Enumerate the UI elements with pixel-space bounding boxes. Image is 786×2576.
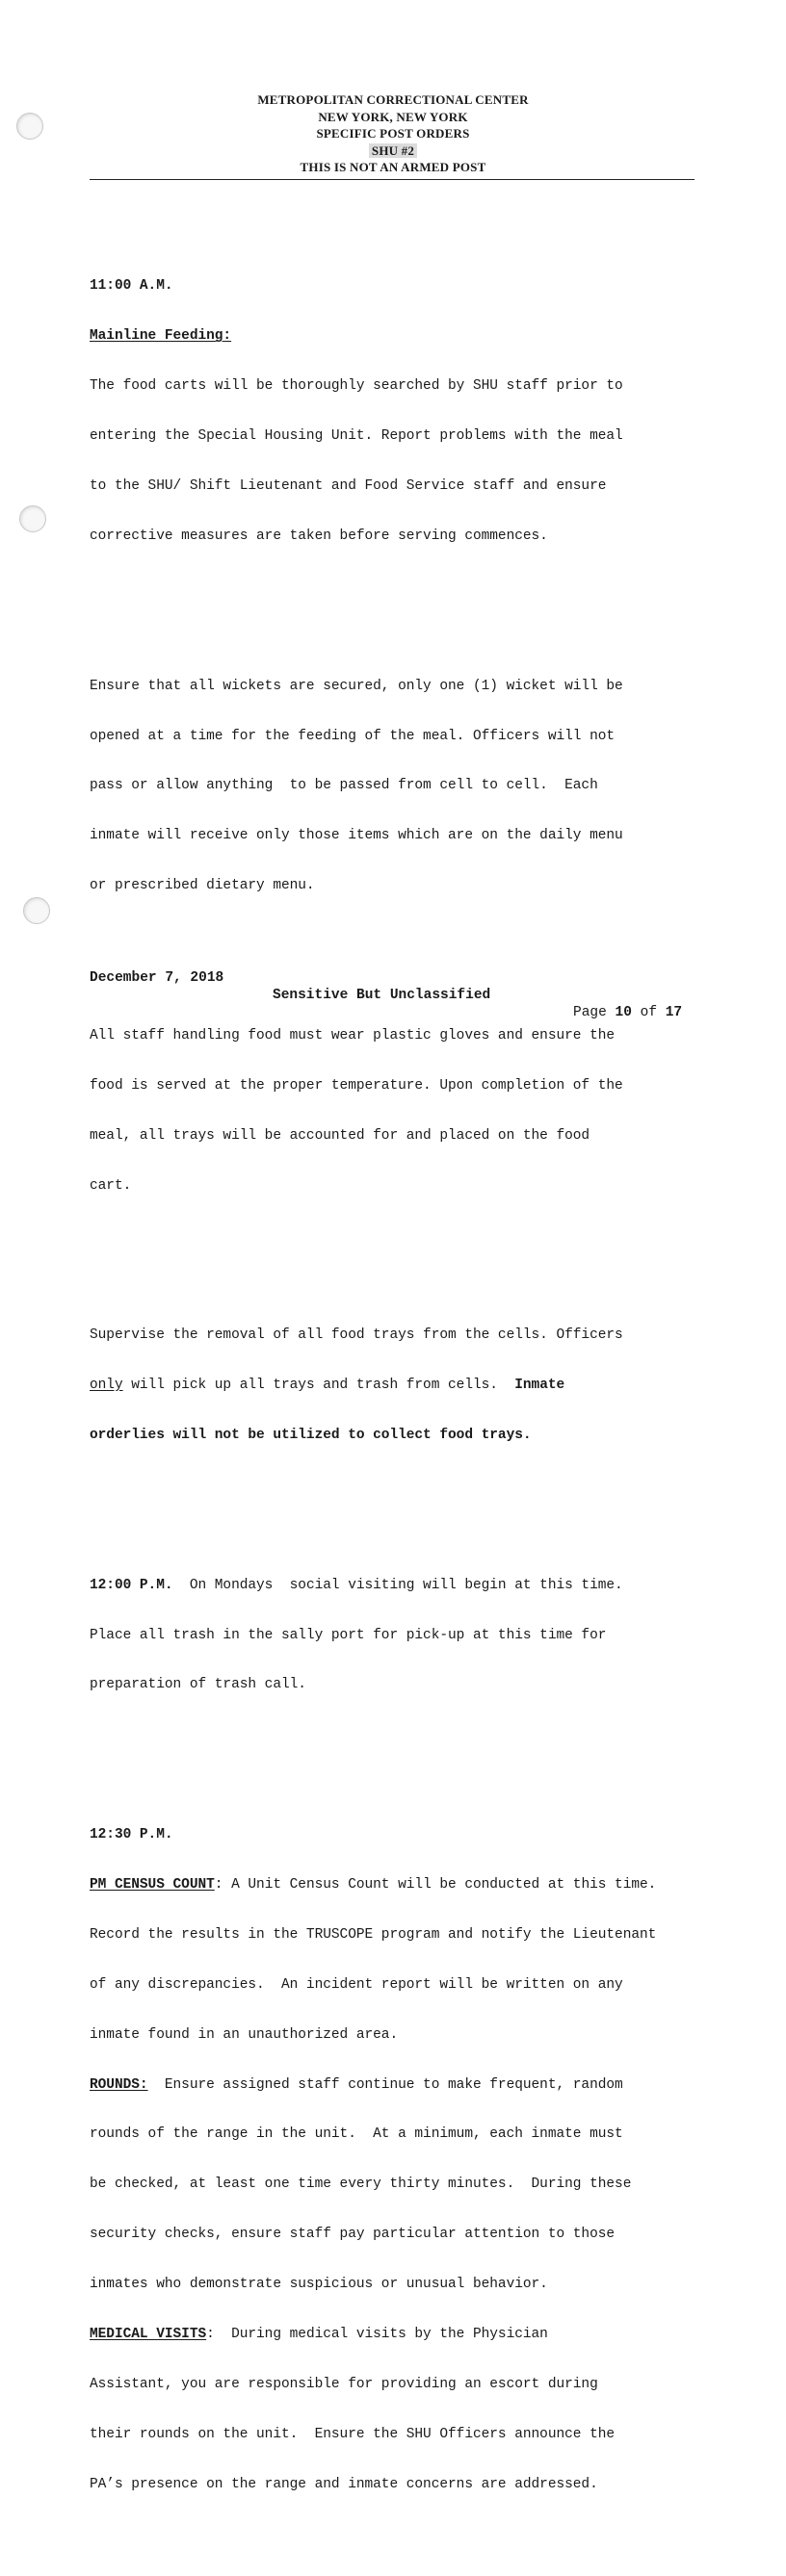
rounds-line: rounds of the range in the unit. At a minimum, each inmate must: [90, 2126, 623, 2143]
feeding-p4-line: Supervise the removal of all food trays from the cells. Officers: [90, 1327, 623, 1344]
feeding-p3-line: All staff handling food must wear plastic gloves and ensure the: [90, 1027, 616, 1043]
feeding-paragraph-4: [90, 1295, 696, 1478]
punch-hole-bottom: [23, 897, 50, 924]
feeding-p4-bold: Inmate: [514, 1378, 565, 1394]
section-1230: [90, 1794, 696, 2527]
feeding-p2-line: opened at a time for the feeding of the meal. Officers will not: [90, 728, 616, 744]
footer-sensitivity: Sensitive But Unclassified: [273, 988, 491, 1003]
page-of: of: [631, 1005, 666, 1020]
feeding-p1-line: to the SHU/ Shift Lieutenant and Food Service staff and ensure: [90, 478, 607, 495]
census-line: Record the results in the TRUSCOPE program and notify the Lieutenant: [90, 1926, 657, 1943]
feeding-p4-bold-line: orderlies will not be utilized to collect food trays.: [90, 1427, 532, 1443]
header-facility: METROPOLITAN CORRECTIONAL CENTER: [257, 92, 529, 107]
feeding-p1-line: entering the Special Housing Unit. Report problems with the meal: [90, 428, 623, 445]
medical-line: Assistant, you are responsible for providing an escort during: [90, 2376, 598, 2392]
header-post-name: SHU #2: [369, 143, 417, 158]
page-prefix: Page: [573, 1005, 616, 1020]
document-header: [0, 91, 786, 176]
section-1200: [90, 1544, 696, 1727]
rounds-line: security checks, ensure staff pay particular attention to those: [90, 2227, 616, 2243]
page-total: 17: [665, 1005, 683, 1020]
label-medical-visits: MEDICAL VISITS: [90, 2327, 207, 2342]
s2-line: On Mondays social visiting will begin at this time.: [172, 1577, 623, 1593]
rounds-line: inmates who demonstrate suspicious or unusual behavior.: [90, 2277, 548, 2293]
census-line: of any discrepancies. An incident report will be written on any: [90, 1976, 623, 1993]
footer-date: December 7, 2018: [90, 970, 224, 986]
feeding-p3-line: food is served at the proper temperature. Upon completion of the: [90, 1077, 623, 1094]
feeding-p2-line: or prescribed dietary menu.: [90, 878, 315, 894]
feeding-p2-line: inmate will receive only those items which are on the daily menu: [90, 828, 623, 844]
label-rounds: ROUNDS:: [90, 2076, 148, 2093]
feeding-p2-line: Ensure that all wickets are secured, only one (1) wicket will be: [90, 678, 623, 694]
page-current: 10: [615, 1005, 632, 1020]
s2-line: Place all trash in the sally port for pick-up at this time for: [90, 1627, 607, 1643]
section-1100: [90, 245, 696, 579]
header-doc-type: SPECIFIC POST ORDERS: [316, 126, 470, 141]
heading-mainline-feeding: Mainline Feeding:: [90, 328, 232, 345]
post-orders-body: [90, 195, 696, 2576]
time-1230: 12:30 P.M.: [90, 1827, 173, 1843]
medical-line: PA’s presence on the range and inmate concerns are addressed.: [90, 2476, 598, 2492]
feeding-p3-line: cart.: [90, 1177, 132, 1194]
census-text: : A Unit Census Count will be conducted at this time.: [214, 1876, 657, 1893]
feeding-p4-text: will pick up all trays and trash from cells.: [122, 1378, 515, 1394]
punch-hole-middle: [19, 505, 46, 532]
medical-line: their rounds on the unit. Ensure the SHU Officers announce the: [90, 2426, 616, 2442]
label-pm-census-count: PM CENSUS COUNT: [90, 1876, 215, 1893]
header-armed-notice: THIS IS NOT AN ARMED POST: [300, 160, 486, 174]
s2-line: preparation of trash call.: [90, 1677, 306, 1693]
feeding-p1-line: corrective measures are taken before serving commences.: [90, 528, 548, 544]
emphasis-only: only: [90, 1378, 123, 1394]
census-line: inmate found in an unauthorized area.: [90, 2026, 399, 2043]
medical-text: : During medical visits by the Physician: [206, 2327, 548, 2342]
time-1100: 11:00 A.M.: [90, 278, 173, 295]
header-location: NEW YORK, NEW YORK: [318, 109, 468, 124]
time-1200: 12:00 P.M.: [90, 1577, 173, 1593]
feeding-p3-line: meal, all trays will be accounted for and placed on the food: [90, 1127, 590, 1144]
footer-page-number: [573, 1004, 682, 1021]
feeding-p2-line: pass or allow anything to be passed from cell to cell. Each: [90, 778, 598, 794]
feeding-paragraph-2: [90, 645, 696, 928]
document-footer: [90, 952, 696, 1039]
rounds-line: be checked, at least one time every thirty minutes. During these: [90, 2177, 632, 2193]
rounds-text: Ensure assigned staff continue to make frequent, random: [147, 2076, 623, 2093]
header-divider: [90, 179, 694, 180]
feeding-p1-line: The food carts will be thoroughly searched by SHU staff prior to: [90, 378, 623, 395]
